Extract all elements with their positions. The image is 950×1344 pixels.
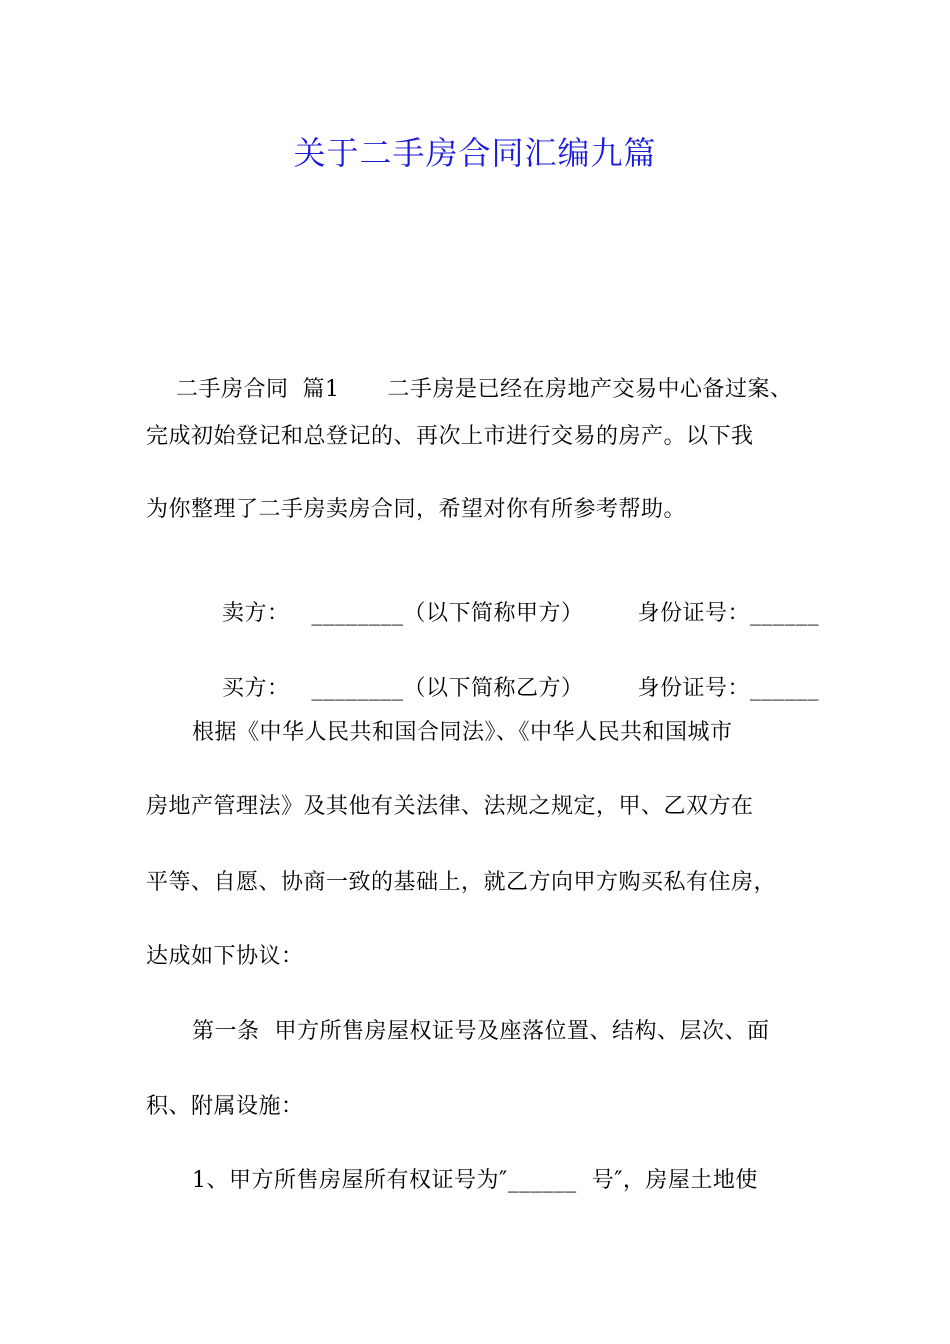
seller-id-blank: 身份证号：______ xyxy=(637,601,820,626)
buyer-label: 买方： xyxy=(221,676,290,701)
section-heading: 二手房合同 xyxy=(175,377,289,402)
paragraph-line-2: 完成初始登记和总登记的、再次上市进行交易的房产。以下我 xyxy=(146,424,754,449)
intro-text: 二手房是已经在房地产交易中心备过案、 xyxy=(387,377,793,402)
article-one-heading: 第一条 甲方所售房屋权证号及座落位置、结构、层次、面 xyxy=(192,1019,770,1044)
paragraph-line-11: 积、附属设施： xyxy=(146,1094,304,1119)
paragraph-line-3: 为你整理了二手房卖房合同，希望对你有所参考帮助。 xyxy=(146,497,687,522)
clause-one-line: 1、甲方所售房屋所有权证号为″______ 号″，房屋土地使 xyxy=(192,1168,758,1193)
paragraph-line-6: 根据《中华人民共和国合同法》、《中华人民共和国城市 xyxy=(192,720,733,745)
paragraph-line-8: 平等、自愿、协商一致的基础上，就乙方向甲方购买私有住房， xyxy=(146,870,777,895)
seller-name-blank: ________（以下简称甲方） xyxy=(311,601,584,626)
paragraph-line-7: 房地产管理法》及其他有关法律、法规之规定，甲、乙双方在 xyxy=(146,794,754,819)
section-number: 篇1 xyxy=(302,377,340,402)
paragraph-line-9: 达成如下协议： xyxy=(146,944,304,969)
buyer-name-blank: ________（以下简称乙方） xyxy=(311,676,584,701)
seller-label: 卖方： xyxy=(221,601,290,626)
buyer-id-blank: 身份证号：______ xyxy=(637,676,820,701)
document-title: 关于二手房合同汇编九篇 xyxy=(293,134,657,172)
